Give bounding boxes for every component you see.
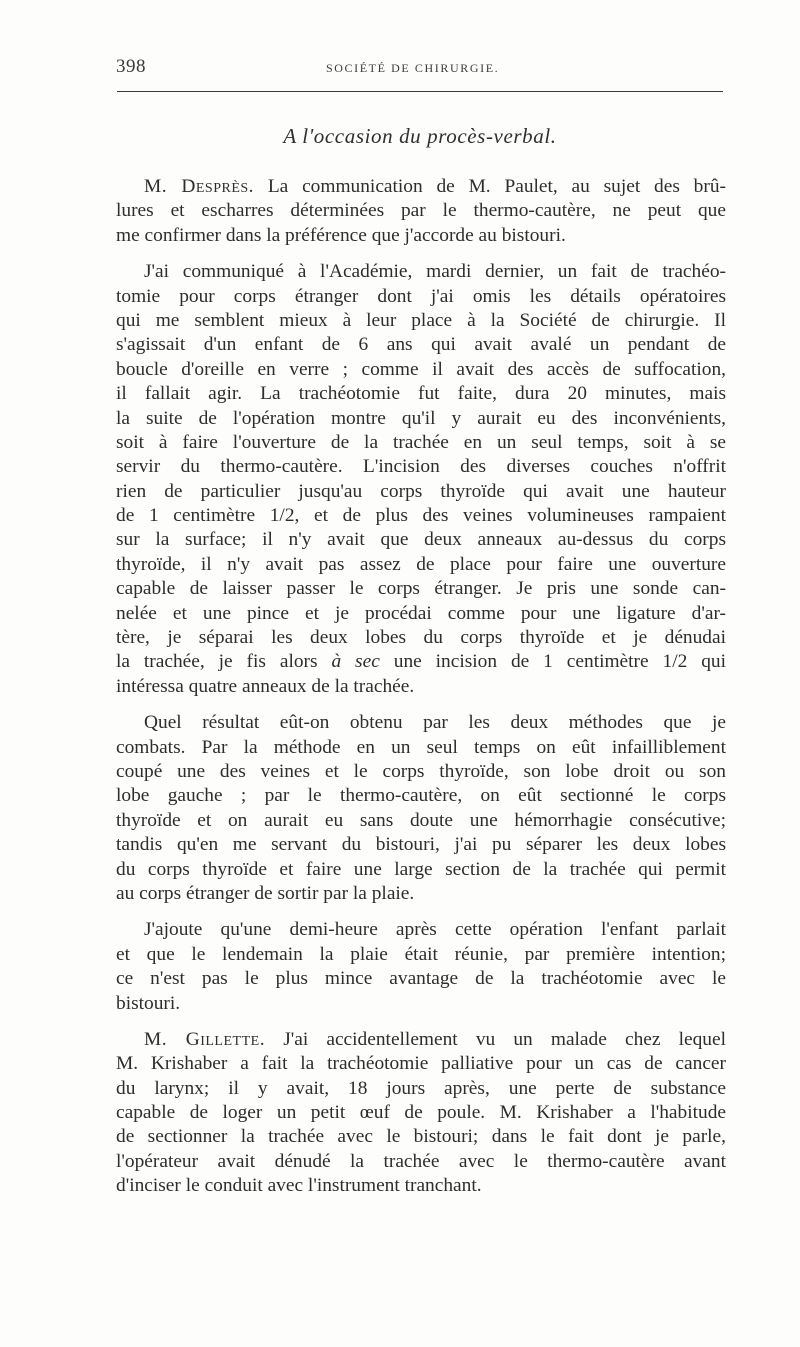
text-line: qui me semblent mieux à leur place à la Société de chirurgie. Il bbox=[116, 309, 726, 331]
paragraph-outcome bbox=[116, 918, 726, 1016]
text-line: lobe gauche ; par le thermo-cautère, on eût sectionné le corps bbox=[116, 785, 726, 807]
text-line: soit à faire l'ouverture de la trachée en un seul temps, soit à se bbox=[116, 431, 726, 453]
text-line: nelée et une pince et je procédai comme pour une ligature d'ar- bbox=[116, 602, 726, 624]
text-line: ce n'est pas le plus mince avantage de la trachéotomie avec le bbox=[116, 968, 726, 990]
text-line: combats. Par la méthode en un seul temps on eût infailliblement bbox=[116, 736, 726, 758]
text-line: boucle d'oreille en verre ; comme il avait des accès de suffocation, bbox=[116, 358, 726, 380]
text-line: du larynx; il y avait, 18 jours après, une perte de substance bbox=[116, 1077, 726, 1099]
paragraph-gillette bbox=[116, 1028, 726, 1199]
text-line: thyroïde, il n'y avait pas assez de place pour faire une ouverture bbox=[116, 553, 726, 575]
running-head bbox=[116, 56, 724, 84]
paragraph-despres bbox=[116, 175, 726, 248]
text-line: la trachée, je fis alors à sec une incision de 1 centimètre 1/2 qui bbox=[116, 651, 726, 673]
running-title: SOCIÉTÉ DE CHIRURGIE. bbox=[326, 61, 500, 75]
text-line: M. Krishaber a fait la trachéotomie palliative pour un cas de cancer bbox=[116, 1053, 726, 1075]
text-line: M. Gillette. J'ai accidentellement vu un malade chez lequel bbox=[144, 1028, 726, 1050]
text-line: et que le lendemain la plaie était réunie, par première intention; bbox=[116, 943, 726, 965]
text-line: du corps thyroïde et faire une large section de la trachée qui permit bbox=[116, 858, 726, 880]
speaker-name: M. Gillette. bbox=[144, 1028, 266, 1050]
text-line: me confirmer dans la préférence que j'accorde au bistouri. bbox=[116, 224, 566, 246]
text-line: s'agissait d'un enfant de 6 ans qui avait avalé un pendant de bbox=[116, 334, 726, 356]
text-line: thyroïde et on aurait eu sans doute une hémorrhagie consécutive; bbox=[116, 809, 726, 831]
text-line: coupé une des veines et le corps thyroïde, son lobe droit ou son bbox=[116, 760, 726, 782]
text-line: capable de laisser passer le corps étranger. Je pris une sonde can- bbox=[116, 578, 726, 600]
header-rule bbox=[117, 91, 723, 92]
text-line: servir du thermo-cautère. L'incision des diverses couches n'offrit bbox=[116, 456, 726, 478]
emphasis-a-sec: à sec bbox=[331, 651, 380, 673]
text-line: de 1 centimètre 1/2, et de plus des veines volumineuses rampaient bbox=[116, 505, 726, 527]
text-line: au corps étranger de sortir par la plaie. bbox=[116, 882, 415, 904]
text-line: tomie pour corps étranger dont j'ai omis les détails opératoires bbox=[116, 285, 726, 307]
text-line: de sectionner la trachée avec le bistouri; dans le fait dont je parle, bbox=[116, 1126, 726, 1148]
text-line: il fallait agir. La trachéotomie fut faite, dura 20 minutes, mais bbox=[116, 383, 726, 405]
text-line: Quel résultat eût-on obtenu par les deux méthodes que je bbox=[144, 712, 726, 734]
text-line: capable de loger un petit œuf de poule. M. Krishaber a l'habitude bbox=[116, 1102, 726, 1124]
text-line: d'inciser le conduit avec l'instrument tranchant. bbox=[116, 1175, 482, 1197]
page-number: 398 bbox=[116, 56, 146, 77]
body-text bbox=[116, 175, 726, 1211]
text-line: M. Desprès. La communication de M. Paulet, au sujet des brû- bbox=[144, 176, 726, 197]
paragraph-tracheotomy-case bbox=[116, 260, 726, 699]
text-line: intéressa quatre anneaux de la trachée. bbox=[116, 675, 415, 697]
text-line: tère, je séparai les deux lobes du corps thyroïde et je dénudai bbox=[116, 627, 726, 649]
speaker-name: M. Desprès. bbox=[144, 176, 255, 197]
paragraph-methods-comparison bbox=[116, 711, 726, 906]
text-line: sur la surface; il n'y avait que deux anneaux au-dessus du corps bbox=[116, 529, 726, 551]
text-line: lures et escharres déterminées par le thermo-cautère, ne peut que bbox=[116, 200, 726, 222]
text-line: J'ai communiqué à l'Académie, mardi dernier, un fait de trachéo- bbox=[144, 261, 726, 283]
text-line: la suite de l'opération montre qu'il y aurait eu des inconvénients, bbox=[116, 407, 726, 429]
text-line: rien de particulier jusqu'au corps thyroïde qui avait une hauteur bbox=[116, 480, 726, 502]
text-line: bistouri. bbox=[116, 992, 181, 1014]
text-line: J'ajoute qu'une demi-heure après cette opération l'enfant parlait bbox=[144, 919, 726, 941]
section-heading: A l'occasion du procès-verbal. bbox=[283, 124, 557, 148]
text-line: tandis qu'en me servant du bistouri, j'ai pu séparer les deux lobes bbox=[116, 834, 726, 856]
text-line: l'opérateur avait dénudé la trachée avec le thermo-cautère avant bbox=[116, 1150, 726, 1172]
